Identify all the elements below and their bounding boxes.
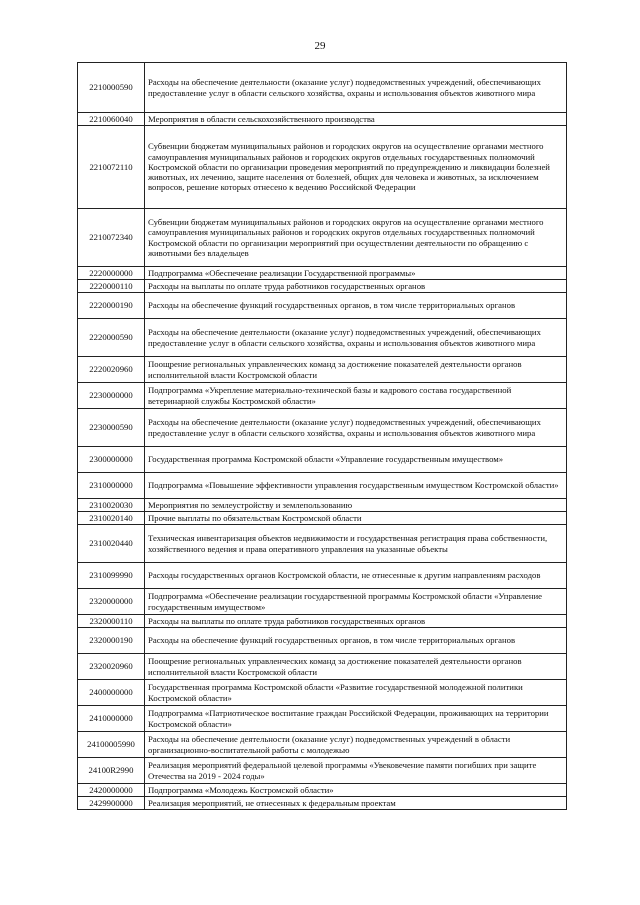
table-row	[78, 383, 567, 409]
code-cell: 2210060040	[78, 113, 145, 126]
description-cell: Подпрограмма «Повышение эффективности управления государственным имуществом Костромской области»	[145, 473, 567, 499]
table-row	[78, 784, 567, 797]
description-cell: Подпрограмма «Молодежь Костромской области»	[145, 784, 567, 797]
description-cell: Расходы на обеспечение деятельности (оказание услуг) подведомственных учреждений, обеспечивающих предоставление услуг в области сельского хозяйства, охраны и использования объектов животного мира	[145, 319, 567, 357]
table-row	[78, 706, 567, 732]
code-cell: 2400000000	[78, 680, 145, 706]
table-row	[78, 525, 567, 563]
table-row	[78, 615, 567, 628]
description-cell: Подпрограмма «Укрепление материально-технической базы и кадрового состава государственной ветеринарной службы Костромской области»	[145, 383, 567, 409]
table-row	[78, 499, 567, 512]
table-row	[78, 447, 567, 473]
code-cell: 2310020440	[78, 525, 145, 563]
description-cell: Расходы на обеспечение функций государственных органов, в том числе территориальных органов	[145, 628, 567, 654]
table-row	[78, 473, 567, 499]
table-row	[78, 319, 567, 357]
description-cell: Поощрение региональных управленческих команд за достижение показателей деятельности органов исполнительной власти Костромской области	[145, 357, 567, 383]
description-cell: Мероприятия по землеустройству и землепользованию	[145, 499, 567, 512]
table-row	[78, 654, 567, 680]
table-row	[78, 267, 567, 280]
code-cell: 2420000000	[78, 784, 145, 797]
code-cell: 2410000000	[78, 706, 145, 732]
code-cell: 2320020960	[78, 654, 145, 680]
description-cell: Государственная программа Костромской области «Развитие государственной молодежной политики Костромской области»	[145, 680, 567, 706]
table-row	[78, 63, 567, 113]
code-cell: 2320000110	[78, 615, 145, 628]
budget-code-table	[77, 62, 567, 810]
description-cell: Прочие выплаты по обязательствам Костромской области	[145, 512, 567, 525]
code-cell: 2429900000	[78, 797, 145, 810]
description-cell: Техническая инвентаризация объектов недвижимости и государственная регистрация права собственности, хозяйственного ведения и права оперативного управления на указанные объекты	[145, 525, 567, 563]
description-cell: Субвенции бюджетам муниципальных районов и городских округов на осуществление органами местного самоуправления муниципальных районов и городских округов отдельных государственных полномочий Костромской области по организации мероприятий при осуществлении деятельности по обращению с животными без владельцев	[145, 209, 567, 267]
code-cell: 2310020140	[78, 512, 145, 525]
table-row	[78, 357, 567, 383]
table-row	[78, 758, 567, 784]
table-row	[78, 293, 567, 319]
description-cell: Поощрение региональных управленческих команд за достижение показателей деятельности органов исполнительной власти Костромской области	[145, 654, 567, 680]
code-cell: 2210072340	[78, 209, 145, 267]
table-row	[78, 589, 567, 615]
code-cell: 2320000190	[78, 628, 145, 654]
table-row	[78, 628, 567, 654]
page-number: 29	[314, 40, 326, 52]
description-cell: Расходы на обеспечение функций государственных органов, в том числе территориальных органов	[145, 293, 567, 319]
code-cell: 2220020960	[78, 357, 145, 383]
code-cell: 2320000000	[78, 589, 145, 615]
table-row	[78, 209, 567, 267]
code-cell: 2310099990	[78, 563, 145, 589]
code-cell: 2230000000	[78, 383, 145, 409]
description-cell: Расходы на выплаты по оплате труда работников государственных органов	[145, 280, 567, 293]
description-cell: Расходы на выплаты по оплате труда работников государственных органов	[145, 615, 567, 628]
table-row	[78, 409, 567, 447]
code-cell: 24100R2990	[78, 758, 145, 784]
table-row	[78, 126, 567, 209]
table-row	[78, 732, 567, 758]
description-cell: Расходы на обеспечение деятельности (оказание услуг) подведомственных учреждений, обеспечивающих предоставление услуг в области сельского хозяйства, охраны и использования объектов животного мира	[145, 409, 567, 447]
description-cell: Подпрограмма «Патриотическое воспитание граждан Российской Федерации, проживающих на территории Костромской области»	[145, 706, 567, 732]
code-cell: 24100005990	[78, 732, 145, 758]
table-row	[78, 797, 567, 810]
table-row	[78, 113, 567, 126]
description-cell: Субвенции бюджетам муниципальных районов и городских округов на осуществление органами местного самоуправления муниципальных районов и городских округов отдельных государственных полномочий Костромской области по организации проведения мероприятий по предупреждению и ликвидации болезней животных, их лечению, защите населения от болезней, общих для человека и животных, за исключением вопросов, решение которых отнесено к ведению Российской Федерации	[145, 126, 567, 209]
code-cell: 2220000590	[78, 319, 145, 357]
table-row	[78, 512, 567, 525]
description-cell: Государственная программа Костромской области «Управление государственным имуществом»	[145, 447, 567, 473]
table-row	[78, 680, 567, 706]
code-cell: 2300000000	[78, 447, 145, 473]
description-cell: Расходы на обеспечение деятельности (оказание услуг) подведомственных учреждений в области организационно-воспитательной работы с молодежью	[145, 732, 567, 758]
description-cell: Подпрограмма «Обеспечение реализации государственной программы Костромской области «Управление государственным имуществом»	[145, 589, 567, 615]
description-cell: Расходы государственных органов Костромской области, не отнесенные к другим направлениям расходов	[145, 563, 567, 589]
description-cell: Реализация мероприятий, не отнесенных к федеральным проектам	[145, 797, 567, 810]
table-row	[78, 280, 567, 293]
code-cell: 2310020030	[78, 499, 145, 512]
description-cell: Реализация мероприятий федеральной целевой программы «Увековечение памяти погибших при защите Отечества на 2019 - 2024 годы»	[145, 758, 567, 784]
code-cell: 2220000110	[78, 280, 145, 293]
description-cell: Мероприятия в области сельскохозяйственного производства	[145, 113, 567, 126]
description-cell: Подпрограмма «Обеспечение реализации Государственной программы»	[145, 267, 567, 280]
code-cell: 2210000590	[78, 63, 145, 113]
code-cell: 2220000190	[78, 293, 145, 319]
code-cell: 2210072110	[78, 126, 145, 209]
code-cell: 2310000000	[78, 473, 145, 499]
code-cell: 2220000000	[78, 267, 145, 280]
table-row	[78, 563, 567, 589]
description-cell: Расходы на обеспечение деятельности (оказание услуг) подведомственных учреждений, обеспечивающих предоставление услуг в области сельского хозяйства, охраны и использования объектов животного мира	[145, 63, 567, 113]
code-cell: 2230000590	[78, 409, 145, 447]
